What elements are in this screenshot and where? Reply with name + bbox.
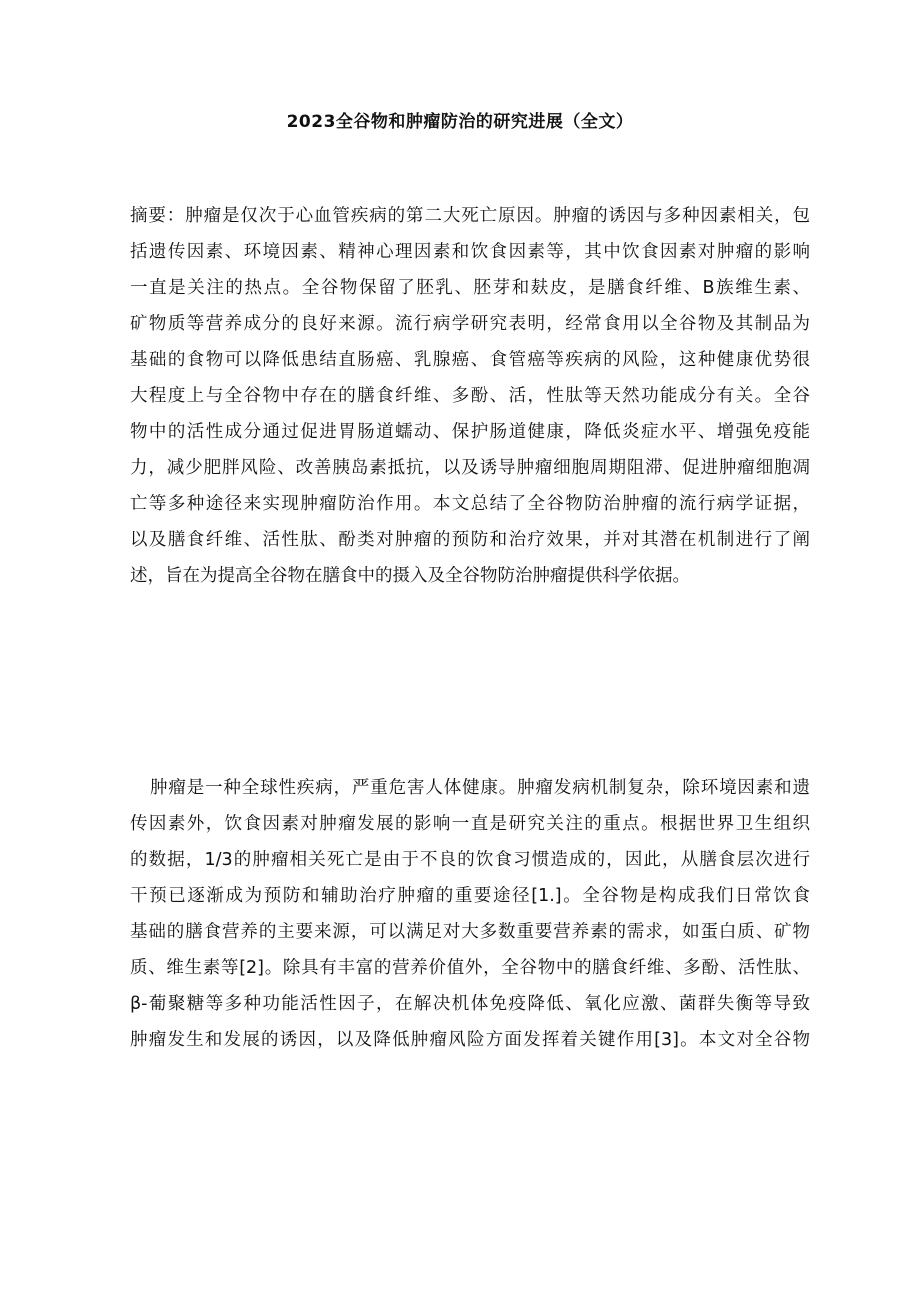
body-line: 质、维生素等[2]。除具有丰富的营养价值外，全谷物中的膳食纤维、多酚、活性肽、 bbox=[130, 958, 810, 978]
body-paragraph bbox=[130, 770, 810, 1058]
body-line: 传因素外，饮食因素对肿瘤发展的影响一直是研究关注的重点。根据世界卫生组织 bbox=[130, 814, 810, 834]
abstract-line: 以及膳食纤维、活性肽、酚类对肿瘤的预防和治疗效果，并对其潜在机制进行了阐 bbox=[130, 530, 810, 550]
abstract-line: 大程度上与全谷物中存在的膳食纤维、多酚、活，性肽等天然功能成分有关。全谷 bbox=[130, 386, 810, 406]
document-title: 2023全谷物和肿瘤防治的研究进展（全文） bbox=[286, 112, 634, 132]
body-line: 的数据，1/3的肿瘤相关死亡是由于不良的饮食习惯造成的，因此，从膳食层次进行 bbox=[130, 850, 810, 870]
abstract-line: 力，减少肥胖风险、改善胰岛素抵抗，以及诱导肿瘤细胞周期阻滞、促进肿瘤细胞凋 bbox=[130, 458, 810, 478]
body-line: 肿瘤是一种全球性疾病，严重危害人体健康。肿瘤发病机制复杂，除环境因素和遗 bbox=[150, 778, 810, 798]
abstract-line: 括遗传因素、环境因素、精神心理因素和饮食因素等，其中饮食因素对肿瘤的影响 bbox=[130, 242, 810, 262]
abstract-line: 矿物质等营养成分的良好来源。流行病学研究表明，经常食用以全谷物及其制品为 bbox=[130, 314, 810, 334]
body-line: 基础的膳食营养的主要来源，可以满足对大多数重要营养素的需求，如蛋白质、矿物 bbox=[130, 922, 810, 942]
abstract-line: 亡等多种途径来实现肿瘤防治作用。本文总结了全谷物防治肿瘤的流行病学证据， bbox=[130, 494, 810, 514]
abstract-line: 物中的活性成分通过促进胃肠道蠕动、保护肠道健康，降低炎症水平、增强免疫能 bbox=[130, 422, 810, 442]
abstract-line: 基础的食物可以降低患结直肠癌、乳腺癌、食管癌等疾病的风险，这种健康优势很 bbox=[130, 350, 810, 370]
abstract-line: 一直是关注的热点。全谷物保留了胚乳、胚芽和麸皮，是膳食纤维、B族维生素、 bbox=[130, 278, 810, 298]
body-line: 肿瘤发生和发展的诱因，以及降低肿瘤风险方面发挥着关键作用[3]。本文对全谷物 bbox=[130, 1030, 810, 1050]
abstract-line: 摘要：肿瘤是仅次于心血管疾病的第二大死亡原因。肿瘤的诱因与多种因素相关，包 bbox=[130, 206, 810, 226]
abstract-line: 述，旨在为提高全谷物在膳食中的摄入及全谷物防治肿瘤提供科学依据。 bbox=[130, 566, 690, 586]
abstract-paragraph bbox=[130, 198, 810, 594]
body-line: 干预已逐渐成为预防和辅助治疗肿瘤的重要途径[1.]。全谷物是构成我们日常饮食 bbox=[130, 886, 810, 906]
body-line: β-葡聚糖等多种功能活性因子，在解决机体免疫降低、氧化应激、菌群失衡等导致 bbox=[130, 994, 810, 1014]
